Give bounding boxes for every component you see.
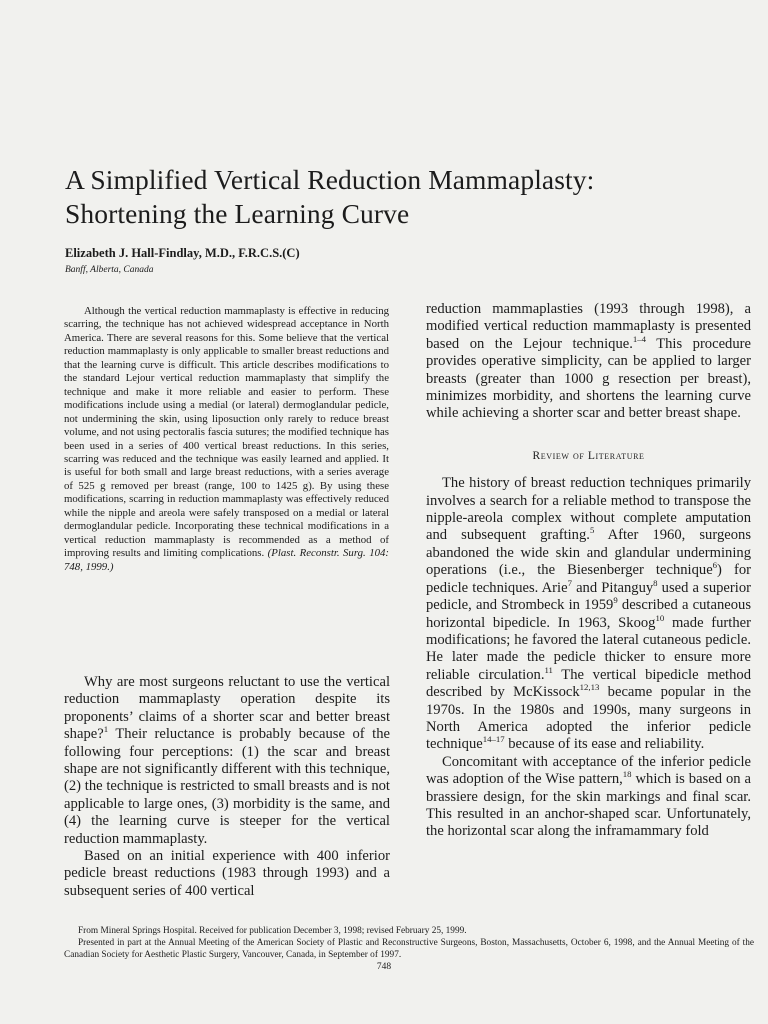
- reference-superscript: 1: [103, 724, 109, 735]
- page-number: 748: [376, 962, 392, 972]
- paragraph: [426, 475, 751, 754]
- abstract-text: Although the vertical reduction mammaplasty is effective in reducing scarring, the technique has not achieved widespread acceptance in North America. There are several reasons for this. Some believe that the vertical reduction mammaplasty is only applicable to smaller breast reductions and that the learning curve is difficult. This article describes modifications to the standard Lejour vertical reduction mammaplasty that simplify the technique and make it more reliable and easier to perform. These modifications include using a medial (or lateral) dermoglandular pedicle, not undermining the skin, using liposuction only rarely to reduce breast volume, and not using pectoralis fascia sutures; the modified technique has been used in a series of 400 vertical breast reductions. In this series, scarring was reduced and the technique was easily learned and applied. It is useful for both small and large breast reductions, with a series average of 525 g removed per breast (range, 100 to 1425 g). By using these modifications, scarring in reduction mammaplasty was effectively reduced while the nipple and areola were safely transposed on a medial or lateral dermoglandular pedicle. Incorporating these technical modifications in a vertical reduction mammaplasty is recommended as a method of improving results and limiting complications.: [64, 305, 389, 560]
- text-run: because of its ease and reliability.: [504, 736, 705, 753]
- text-run: and Pitanguy: [571, 579, 654, 596]
- footnote: [64, 925, 754, 961]
- article-title: [65, 163, 755, 231]
- text-run: reduction mammaplasties (1993 through 1998), a modified vertical reduction mammaplasty is presented based on the Lejour technique.: [426, 301, 751, 352]
- text-run: Based on an initial experience with 400 inferior pedicle breast reductions (1983 through 1993) and a subsequent series of 400 vertical: [64, 848, 390, 899]
- text-run: ) for pedicle techniques. Arie: [426, 562, 751, 596]
- reference-superscript: 11: [544, 664, 553, 675]
- text-run: The history of breast reduction techniques primarily involves a search for a reliable method to transpose the nipple-areola complex without complete amputation and subsequent grafting.: [426, 475, 751, 544]
- abstract: [64, 305, 389, 574]
- reference-superscript: 8: [653, 577, 658, 588]
- reference-superscript: 18: [622, 769, 632, 780]
- paragraph: [64, 848, 390, 900]
- footnote-presented: Presented in part at the Annual Meeting of the American Society of Plastic and Reconstructive Surgeons, Boston, Massachusetts, October 6, 1998, and the Annual Meeting of the Canadian Society for Aesthetic Plastic Surgery, Vancouver, Canada, in September of 1997.: [64, 938, 754, 960]
- reference-superscript: 6: [712, 560, 718, 571]
- reference-superscript: 7: [567, 577, 572, 588]
- title-line-2: Shortening the Learning Curve: [65, 198, 410, 229]
- reference-superscript: 9: [613, 595, 618, 606]
- reference-superscript: 1–4: [632, 333, 646, 344]
- reference-superscript: 12,13: [579, 682, 600, 693]
- paragraph: [64, 674, 390, 848]
- text-run: used a superior pedicle, and Strombeck in 1959: [426, 579, 751, 614]
- text-run: described a cutaneous horizontal bipedicle. In 1963, Skoog: [426, 597, 751, 631]
- left-column-body: [64, 674, 390, 900]
- text-run: This procedure provides operative simplicity, can be applied to larger breasts (greater than 1000 g resection per breast), minimizes morbidity, and shortens the learning curve while achieving a shorter scar and better breast shape.: [426, 335, 751, 422]
- section-heading: Review of Literature: [532, 449, 645, 462]
- text-run: Their reluctance is probably because of the following four perceptions: (1) the scar and breast shape are not significantly different with this technique, (2) the technique is restricted to small breasts and is not applicable to large ones, (3) morbidity is the same, and (4) the learning curve is steeper for the vertical reduction mammaplasty.: [64, 726, 390, 847]
- paragraph: [426, 301, 751, 423]
- reference-superscript: 5: [589, 525, 595, 536]
- paragraph: [426, 754, 751, 841]
- text-run: Why are most surgeons reluctant to use the vertical reduction mammaplasty operation despite its proponents’ claims of a shorter scar and better breast shape?: [64, 674, 390, 743]
- text-run: After 1960, surgeons abandoned the wide skin and glandular undermining operations (i.e., the Biesenberger technique: [426, 527, 751, 579]
- footnote-received: From Mineral Springs Hospital. Received for publication December 3, 1998; revised February 25, 1999.: [78, 926, 467, 936]
- title-line-1: A Simplified Vertical Reduction Mammaplasty:: [65, 164, 595, 195]
- text-run: which is based on a brassiere design, for the skin markings and final scar. This resulted in an anchor-shaped scar. Unfortunately, the horizontal scar along the inframammary fold: [426, 771, 751, 840]
- reference-superscript: 14–17: [482, 734, 505, 745]
- text-run: became popular in the 1970s. In the 1980s and 1990s, many surgeons in North America adopted the inferior pedicle technique: [426, 684, 751, 753]
- right-column-body: [426, 301, 751, 841]
- affiliation: Banff, Alberta, Canada: [65, 265, 154, 275]
- text-run: Concomitant with acceptance of the inferior pedicle was adoption of the Wise pattern,: [426, 753, 751, 788]
- author-line: Elizabeth J. Hall-Findlay, M.D., F.R.C.S.(C): [65, 246, 300, 260]
- reference-superscript: 10: [655, 612, 665, 623]
- abstract-citation: (Plast. Reconstr. Surg. 104: 748, 1999.): [64, 547, 389, 573]
- text-run: made further modifications; he favored the lateral cutaneous pedicle. He later made the pedicle thicker to ensure more reliable circulation.: [426, 614, 751, 683]
- text-run: The vertical bipedicle method described by McKissock: [426, 666, 751, 701]
